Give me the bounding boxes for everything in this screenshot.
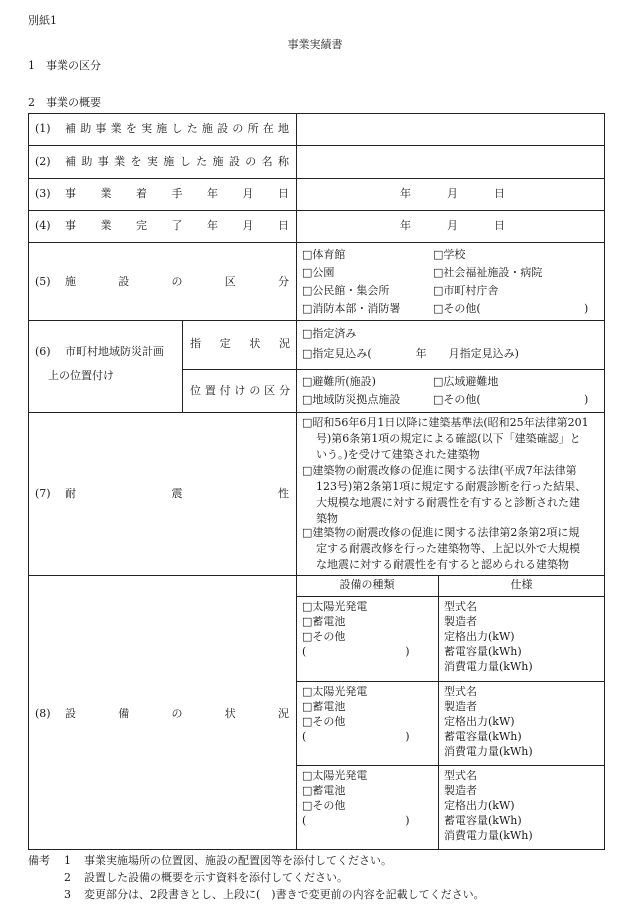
position-option-other[interactable]: □その他( bbox=[433, 393, 481, 406]
block-2-other-input[interactable]: ( ) bbox=[302, 730, 410, 743]
note-1-text: 事業実施場所の位置図、施設の配置図等を添付してください。 bbox=[84, 854, 392, 867]
row-1-number: (1) bbox=[35, 122, 51, 135]
block-1-spec-output: 定格出力(kW) bbox=[444, 630, 515, 643]
facility-option-other[interactable]: □その他( bbox=[433, 302, 481, 315]
seismic-option-1-line1[interactable]: □昭和56年6月1日以降に建築基準法(昭和25年法律第201 bbox=[302, 416, 589, 429]
block-2-solar-option[interactable]: □太陽光発電 bbox=[302, 685, 368, 698]
block-2-spec-maker: 製造者 bbox=[444, 700, 477, 713]
seismic-option-3-line2: 定する耐震改修を行った建築物等、上記以外で大規模 bbox=[316, 542, 580, 555]
seismic-option-3-line3: な地震に対する耐震性を有すると認められる建築物 bbox=[316, 558, 569, 571]
end-month-label: 月 bbox=[447, 219, 458, 232]
row-4-number: (4) bbox=[35, 219, 51, 232]
page-title: 事業実績書 bbox=[287, 38, 343, 51]
facility-option-gym[interactable]: □体育館 bbox=[302, 248, 346, 261]
end-year-label: 年 bbox=[400, 219, 411, 232]
row-6-label-line1: 市町村地域防災計画 bbox=[65, 345, 164, 358]
block-1-spec-maker: 製造者 bbox=[444, 615, 477, 628]
seismic-option-3-line1[interactable]: □建築物の耐震改修の促進に関する法律第2条第2項に規 bbox=[302, 526, 580, 539]
block-3-spec-maker: 製造者 bbox=[444, 784, 477, 797]
start-year-label: 年 bbox=[400, 187, 411, 200]
facility-other-close: ) bbox=[540, 302, 589, 315]
position-other-close: ) bbox=[540, 393, 589, 406]
row-8-label: 設備の状況 bbox=[65, 707, 289, 720]
note-3-number: 3 bbox=[64, 888, 71, 901]
seismic-option-2-line1[interactable]: □建築物の耐震改修の促進に関する法律(平成7年法律第 bbox=[302, 464, 577, 477]
row-8-number: (8) bbox=[35, 707, 51, 720]
start-month-label: 月 bbox=[447, 187, 458, 200]
block-1-spec-consumption: 消費電力量(kWh) bbox=[444, 660, 533, 673]
section-2-heading: 2 事業の概要 bbox=[28, 96, 101, 109]
block-3-spec-model: 型式名 bbox=[444, 769, 477, 782]
facility-option-city-hall[interactable]: □市町村庁舎 bbox=[433, 284, 499, 297]
row-7-label: 耐震性 bbox=[65, 487, 289, 500]
end-day-label: 日 bbox=[494, 219, 505, 232]
seismic-option-2-line2: 123号)第2条第1項に規定する耐震診断を行った結果、 bbox=[316, 480, 587, 493]
note-2-number: 2 bbox=[64, 871, 71, 884]
block-2-spec-output: 定格出力(kW) bbox=[444, 715, 515, 728]
row-3-number: (3) bbox=[35, 187, 51, 200]
note-1-number: 1 bbox=[64, 854, 71, 867]
facility-option-park[interactable]: □公園 bbox=[302, 266, 335, 279]
designation-status-label: 指定状況 bbox=[190, 337, 290, 350]
block-3-spec-capacity: 蓄電容量(kWh) bbox=[444, 814, 522, 827]
row-6-label-line2: 上の位置付け bbox=[48, 369, 114, 382]
start-day-label: 日 bbox=[494, 187, 505, 200]
block-2-spec-model: 型式名 bbox=[444, 685, 477, 698]
seismic-option-1-line3: いう。)を受けて建築された建築物 bbox=[316, 448, 480, 461]
facility-option-welfare[interactable]: □社会福祉施設・病院 bbox=[433, 266, 543, 279]
note-3-text: 変更部分は、2段書きとし、上段に( )書きで変更前の内容を記載してください。 bbox=[84, 888, 485, 901]
row-5-number: (5) bbox=[35, 275, 51, 288]
block-3-spec-consumption: 消費電力量(kWh) bbox=[444, 829, 533, 842]
block-2-other-option[interactable]: □その他 bbox=[302, 715, 346, 728]
notes-heading: 備考 bbox=[28, 854, 50, 867]
block-3-other-option[interactable]: □その他 bbox=[302, 799, 346, 812]
seismic-option-2-line3: 大規模な地震に対する耐震性を有すると診断された建 bbox=[316, 496, 580, 509]
row-7-number: (7) bbox=[35, 487, 51, 500]
row-3-label: 事業着手年月日 bbox=[65, 187, 289, 200]
block-1-spec-model: 型式名 bbox=[444, 600, 477, 613]
designation-option-done[interactable]: □指定済み bbox=[302, 327, 357, 340]
block-1-solar-option[interactable]: □太陽光発電 bbox=[302, 600, 368, 613]
row-6-number: (6) bbox=[35, 345, 51, 358]
block-1-other-input[interactable]: ( ) bbox=[302, 645, 410, 658]
designation-option-planned[interactable]: □指定見込み( 年 月指定見込み) bbox=[302, 347, 519, 360]
seismic-option-2-line4: 築物 bbox=[316, 512, 338, 525]
row-2-label: 補助事業を実施した施設の名称 bbox=[65, 155, 289, 168]
block-3-battery-option[interactable]: □蓄電池 bbox=[302, 784, 346, 797]
facility-option-school[interactable]: □学校 bbox=[433, 248, 466, 261]
note-2-text: 設置した設備の概要を示す資料を添付してください。 bbox=[84, 871, 348, 884]
block-1-other-option[interactable]: □その他 bbox=[302, 630, 346, 643]
facility-option-community[interactable]: □公民館・集会所 bbox=[302, 284, 390, 297]
block-1-battery-option[interactable]: □蓄電池 bbox=[302, 615, 346, 628]
row-1-label: 補助事業を実施した施設の所在地 bbox=[65, 122, 289, 135]
position-category-label: 位置付けの区分 bbox=[190, 384, 290, 397]
specification-header: 仕様 bbox=[510, 578, 533, 591]
block-2-spec-capacity: 蓄電容量(kWh) bbox=[444, 730, 522, 743]
position-option-base[interactable]: □地域防災拠点施設 bbox=[302, 393, 401, 406]
position-option-wide-area[interactable]: □広域避難地 bbox=[433, 375, 499, 388]
block-2-battery-option[interactable]: □蓄電池 bbox=[302, 700, 346, 713]
section-1-heading: 1 事業の区分 bbox=[28, 59, 101, 72]
block-3-solar-option[interactable]: □太陽光発電 bbox=[302, 769, 368, 782]
position-option-shelter[interactable]: □避難所(施設) bbox=[302, 375, 376, 388]
equipment-type-header: 設備の種類 bbox=[339, 578, 395, 591]
block-3-other-input[interactable]: ( ) bbox=[302, 814, 410, 827]
annex-label: 別紙1 bbox=[28, 14, 57, 27]
block-2-spec-consumption: 消費電力量(kWh) bbox=[444, 745, 533, 758]
facility-option-fire[interactable]: □消防本部・消防署 bbox=[302, 302, 401, 315]
seismic-option-1-line2: 号)第6条第1項の規定による確認(以下「建築確認」と bbox=[316, 432, 581, 445]
row-4-label: 事業完了年月日 bbox=[65, 219, 289, 232]
block-1-spec-capacity: 蓄電容量(kWh) bbox=[444, 645, 522, 658]
block-3-spec-output: 定格出力(kW) bbox=[444, 799, 515, 812]
row-2-number: (2) bbox=[35, 155, 51, 168]
row-5-label: 施設の区分 bbox=[65, 275, 289, 288]
